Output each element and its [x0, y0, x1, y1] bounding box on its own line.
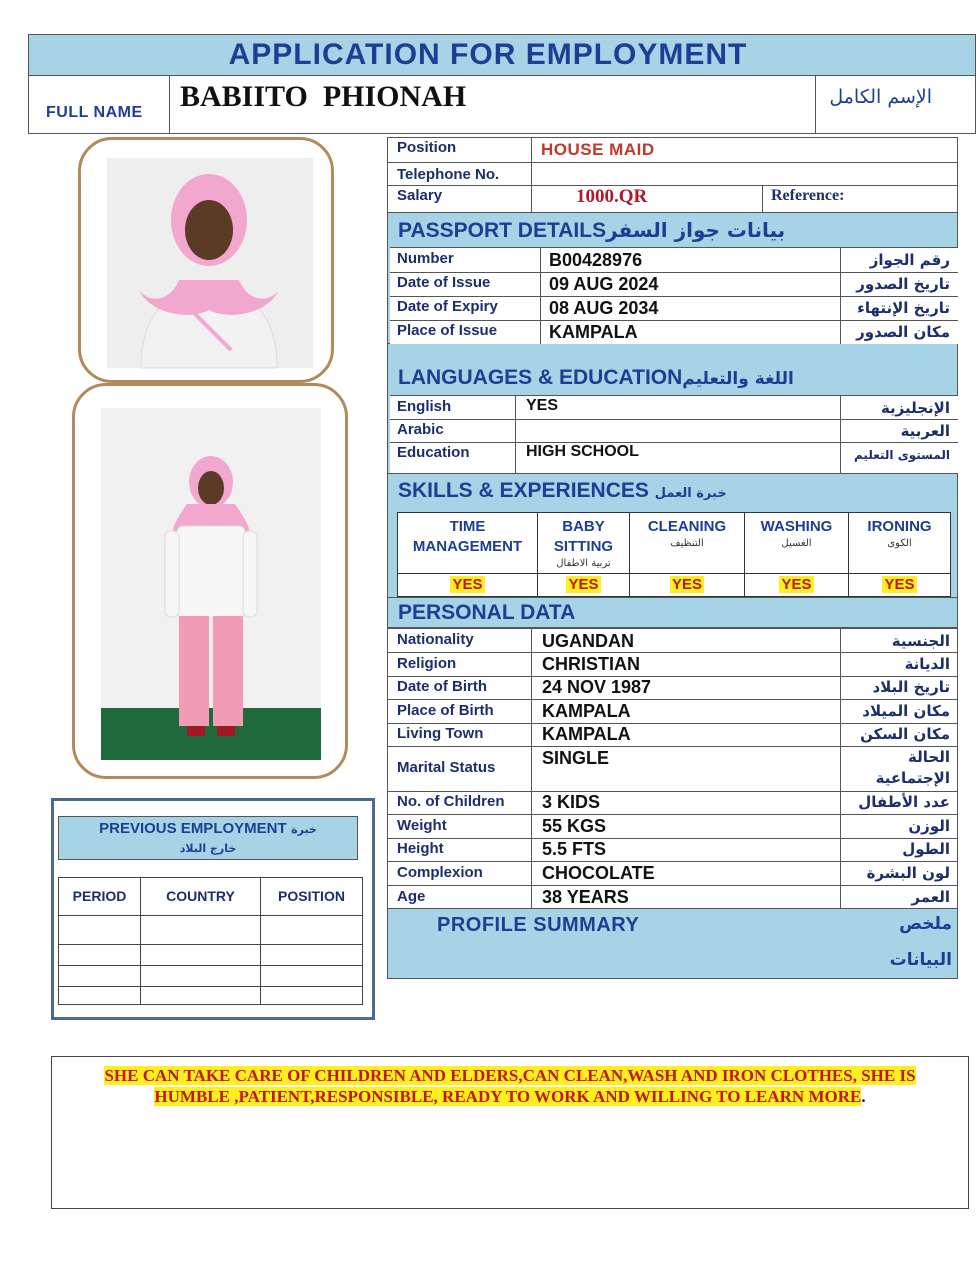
marital-status-ar: [841, 747, 958, 789]
pob-ar: مكان الميلاد: [862, 702, 950, 720]
skill-washing-value: YES: [781, 576, 812, 593]
salary-label: Salary: [397, 187, 443, 204]
nationality-label: Nationality: [397, 631, 474, 648]
complexion-value: CHOCOLATE: [542, 863, 655, 883]
skill-ironing-line1: IRONING: [867, 518, 932, 535]
passport-issue-ar: تاريخ الصدور: [856, 275, 950, 293]
headshot-photo: [81, 140, 334, 383]
salary-ref-divider: [762, 185, 763, 213]
skill-ironing: [849, 517, 950, 551]
previous-employment-title-ar-2: خارج البلاد: [179, 842, 237, 855]
weight-value: 55 KGS: [542, 816, 607, 836]
skill-baby-sitting-value: YES: [568, 576, 599, 593]
skill-baby-sitting-ar: تربية الاطفال: [556, 558, 611, 569]
weight-label: Weight: [397, 817, 447, 834]
passport-expiry-label: Date of Expiry: [397, 298, 498, 315]
english-value: YES: [526, 397, 559, 414]
passport-title-ar: بيانات جواز السفر: [606, 218, 786, 242]
weight-ar: الوزن: [908, 817, 950, 835]
prev-emp-divider-h1: [59, 915, 362, 916]
skills-divider-h: [398, 573, 950, 574]
complexion-label: Complexion: [397, 864, 483, 881]
prev-emp-divider-h2: [59, 944, 362, 945]
children-value: 3 KIDS: [542, 792, 601, 812]
skill-baby-sitting-status: [538, 576, 629, 594]
passport-expiry-value: 08 AUG 2034: [549, 298, 659, 318]
full-name-ar: الإسم الكامل: [829, 86, 932, 108]
height-label: Height: [397, 840, 444, 857]
living-town-ar: مكان السكن: [860, 725, 950, 743]
age-ar: العمر: [911, 888, 950, 906]
skill-washing: [745, 517, 848, 551]
salary-value: 1000.QR: [576, 186, 648, 207]
age-label: Age: [397, 888, 426, 905]
skill-ironing-ar: الكوى: [887, 538, 912, 549]
pob-label: Place of Birth: [397, 702, 494, 719]
passport-table: [390, 247, 958, 344]
skills-title: [389, 479, 727, 503]
telephone-label: Telephone No.: [397, 166, 500, 183]
skill-ironing-value: YES: [884, 576, 915, 593]
skill-time-management-value: YES: [452, 576, 483, 593]
marital-status-label: Marital Status: [397, 759, 496, 776]
skill-baby-sitting: [538, 517, 629, 571]
languages-title-en: LANGUAGES & EDUCATION: [398, 366, 683, 389]
skill-washing-ar: الغسيل: [781, 538, 812, 549]
position-value: HOUSE MAID: [541, 140, 655, 159]
skill-cleaning: [630, 517, 744, 551]
passport-place-value: KAMPALA: [549, 322, 638, 342]
height-value: 5.5 FTS: [542, 839, 607, 859]
personal-title: PERSONAL DATA: [398, 601, 576, 624]
skill-ironing-status: [849, 576, 950, 594]
passport-number-label: Number: [397, 250, 454, 267]
skill-cleaning-value: YES: [671, 576, 702, 593]
profile-summary-end: .: [861, 1087, 866, 1106]
position-label: Position: [397, 139, 457, 156]
passport-issue-value: 09 AUG 2024: [549, 274, 659, 294]
full-body-photo: [75, 386, 348, 779]
profile-summary-title-ar-2: البيانات: [889, 950, 952, 970]
arabic-ar: العربية: [900, 422, 950, 440]
skill-washing-status: [745, 576, 848, 594]
profile-summary-line2: HUMBLE ,PATIENT,RESPONSIBLE, READY TO WORK AND WILLING TO LEARN MORE: [154, 1087, 862, 1106]
job-info-divider-1: [387, 162, 958, 163]
skill-cleaning-ar: التنظيف: [670, 538, 704, 549]
pob-value: KAMPALA: [542, 701, 631, 721]
skill-time-management: [398, 517, 537, 557]
page-title: APPLICATION FOR EMPLOYMENT: [228, 38, 748, 71]
profile-summary-line1: SHE CAN TAKE CARE OF CHILDREN AND ELDERS,CAN CLEAN,WASH AND IRON CLOTHES, SHE IS: [104, 1066, 916, 1085]
prev-emp-col-position: POSITION: [278, 888, 345, 904]
religion-value: CHRISTIAN: [542, 654, 640, 674]
dob-label: Date of Birth: [397, 678, 487, 695]
skill-washing-line1: WASHING: [760, 518, 833, 535]
personal-table: [387, 628, 958, 909]
full-name-label-divider: [169, 76, 170, 134]
marital-status-ar-2: الإجتماعية: [875, 769, 950, 787]
passport-place-ar: مكان الصدور: [856, 323, 950, 341]
marital-status-ar-1: الحالة: [908, 748, 950, 766]
complexion-ar: لون البشرة: [866, 864, 950, 882]
children-ar: عدد الأطفال: [858, 793, 950, 811]
arabic-label: Arabic: [397, 421, 444, 438]
skill-baby-sitting-line1: BABY: [562, 518, 605, 535]
languages-table: [390, 395, 958, 473]
living-town-label: Living Town: [397, 725, 484, 742]
passport-number-ar: رقم الجواز: [869, 251, 950, 269]
age-value: 38 YEARS: [542, 887, 629, 907]
languages-divider-v1: [515, 396, 516, 473]
passport-title: [389, 218, 785, 243]
full-name-label: FULL NAME: [46, 104, 143, 121]
dob-ar: تاريخ البلاد: [872, 678, 950, 696]
english-label: English: [397, 398, 452, 415]
education-ar: المستوى التعليم: [854, 448, 950, 462]
full-body-photo-frame: [72, 383, 348, 779]
prev-emp-divider-h3: [59, 965, 362, 966]
children-label: No. of Children: [397, 793, 505, 810]
previous-employment-title-en: PREVIOUS EMPLOYMENT: [99, 820, 287, 837]
previous-employment-title: [58, 819, 358, 858]
previous-employment-title-ar-1: خبرة: [291, 823, 317, 836]
passport-expiry-ar: تاريخ الإنتهاء: [857, 299, 950, 317]
skill-time-management-line2: MANAGEMENT: [412, 538, 523, 555]
full-name-ar-divider: [815, 76, 816, 134]
english-ar: الإنجليزية: [880, 399, 950, 417]
job-info-divider-v: [531, 137, 532, 213]
prev-emp-col-country: COUNTRY: [166, 888, 235, 904]
marital-status-value: SINGLE: [542, 748, 610, 768]
full-name-value: BABIITO PHIONAH: [180, 80, 467, 113]
nationality-ar: الجنسية: [891, 632, 950, 650]
prev-emp-col-period: PERIOD: [72, 888, 127, 904]
passport-number-value: B00428976: [549, 250, 643, 270]
education-label: Education: [397, 444, 470, 461]
skill-baby-sitting-line2: SITTING: [553, 538, 614, 555]
prev-emp-divider-h4: [59, 986, 362, 987]
profile-summary-title: PROFILE SUMMARY: [437, 914, 640, 936]
passport-title-en: PASSPORT DETAILS: [398, 219, 607, 242]
living-town-value: KAMPALA: [542, 724, 631, 744]
languages-title: [389, 366, 794, 390]
headshot-photo-frame: [78, 137, 334, 383]
languages-title-ar: اللغة والتعليم: [682, 369, 794, 389]
previous-employment-table: [58, 877, 363, 1005]
profile-summary-title-ar-1: ملخص: [899, 914, 952, 934]
height-ar: الطول: [902, 840, 950, 858]
skill-time-management-line1: TIME: [449, 518, 486, 535]
education-value: HIGH SCHOOL: [526, 443, 639, 460]
skill-cleaning-line1: CLEANING: [647, 518, 727, 535]
dob-value: 24 NOV 1987: [542, 677, 652, 697]
profile-summary-text: [56, 1065, 964, 1107]
religion-ar: الديانة: [904, 655, 950, 673]
religion-label: Religion: [397, 655, 457, 672]
nationality-value: UGANDAN: [542, 631, 634, 651]
passport-issue-label: Date of Issue: [397, 274, 491, 291]
skill-time-management-status: [398, 576, 537, 594]
skills-title-en: SKILLS & EXPERIENCES: [398, 479, 649, 502]
skill-cleaning-status: [630, 576, 744, 594]
languages-divider-h2: [390, 442, 958, 443]
skills-table: [397, 512, 951, 597]
skills-title-ar: خبرة العمل: [654, 486, 727, 501]
passport-place-label: Place of Issue: [397, 322, 498, 339]
reference-label: Reference:: [771, 187, 845, 204]
